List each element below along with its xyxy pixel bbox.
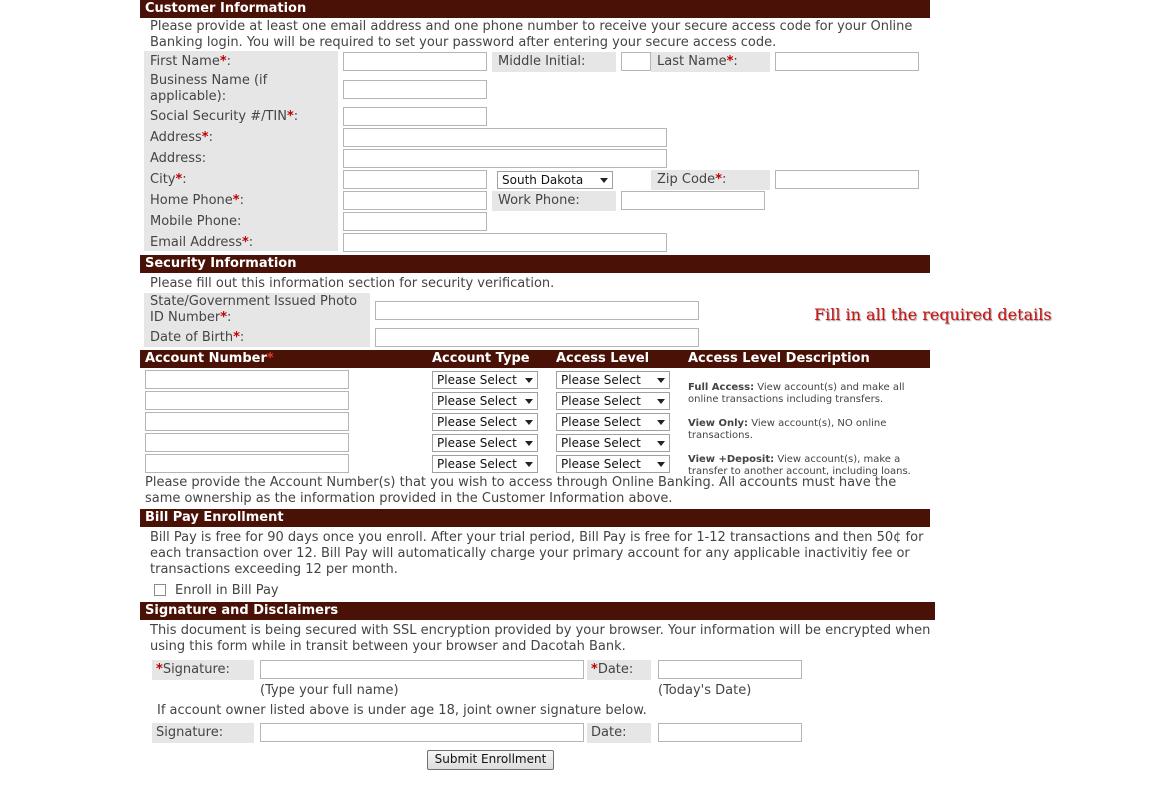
select-value: Please Select xyxy=(437,436,517,450)
email-label: Email Address*: xyxy=(150,235,254,250)
home-phone-input[interactable] xyxy=(343,191,487,210)
chevron-down-icon xyxy=(525,378,533,383)
signature-header: Signature and Disclaimers xyxy=(140,602,935,620)
zip-input[interactable] xyxy=(775,170,919,189)
customer-info-header xyxy=(140,0,930,18)
city-input[interactable] xyxy=(343,170,487,189)
view-only-desc: View Only: View account(s), NO online transactions. xyxy=(688,418,887,441)
annotation-note: Fill in all the required details xyxy=(814,305,1052,324)
first-name-input[interactable] xyxy=(343,52,487,71)
account-number-input[interactable] xyxy=(145,454,349,473)
access-level-select[interactable] xyxy=(556,434,670,452)
account-number-input[interactable] xyxy=(145,433,349,452)
account-type-header: Account Type xyxy=(432,351,530,366)
account-type-select[interactable] xyxy=(432,413,538,431)
account-number-header: Account Number* xyxy=(145,351,274,366)
customer-intro: Please provide at least one email address and one phone number to receive your secure access code for your Online Banking login. You will be required to set your password after entering your secure access code. xyxy=(150,19,913,50)
select-value: Please Select xyxy=(561,436,641,450)
joint-signature-input[interactable] xyxy=(260,723,584,742)
dob-input[interactable] xyxy=(375,328,699,347)
account-type-select[interactable] xyxy=(432,392,538,410)
chevron-down-icon xyxy=(525,399,533,404)
city-label: City*: xyxy=(150,172,187,187)
zip-label: Zip Code*: xyxy=(651,170,770,190)
access-level-select[interactable] xyxy=(556,413,670,431)
address1-input[interactable] xyxy=(343,128,667,147)
access-level-select[interactable] xyxy=(556,371,670,389)
account-number-input[interactable] xyxy=(145,412,349,431)
date-label: *Date: xyxy=(587,660,651,680)
photo-id-label: State/Government Issued Photo ID Number*: xyxy=(150,294,358,325)
enroll-billpay-label: Enroll in Bill Pay xyxy=(175,583,279,598)
chevron-down-icon xyxy=(657,378,665,383)
chevron-down-icon xyxy=(525,420,533,425)
chevron-down-icon xyxy=(657,420,665,425)
mobile-phone-label: Mobile Phone: xyxy=(150,214,242,229)
signature-text: This document is being secured with SSL encryption provided by your browser. Your information will be encrypted when using this form while in transit between your browser and Dacotah Bank. xyxy=(150,623,931,654)
last-name-label: Last Name*: xyxy=(651,52,770,72)
last-name-input[interactable] xyxy=(775,52,919,71)
chevron-down-icon xyxy=(600,178,608,183)
signature-label: *Signature: xyxy=(152,660,254,680)
security-intro: Please fill out this information section for security verification. xyxy=(150,276,555,291)
first-name-label: First Name*: xyxy=(150,54,232,69)
select-value: Please Select xyxy=(437,394,517,408)
full-access-desc: Full Access: View account(s) and make all online transactions including transfers. xyxy=(688,382,905,405)
middle-initial-label: Middle Initial: xyxy=(492,52,616,72)
address1-label: Address*: xyxy=(150,130,213,145)
access-level-select[interactable] xyxy=(556,392,670,410)
account-type-select[interactable] xyxy=(432,371,538,389)
joint-signature-label: Signature: xyxy=(152,723,254,743)
business-name-input[interactable] xyxy=(343,80,487,99)
chevron-down-icon xyxy=(525,441,533,446)
enroll-billpay-checkbox[interactable] xyxy=(154,584,166,596)
signature-input[interactable] xyxy=(260,660,584,679)
select-value: Please Select xyxy=(437,373,517,387)
submit-enrollment-button[interactable]: Submit Enrollment xyxy=(427,750,554,770)
joint-date-input[interactable] xyxy=(658,723,802,742)
home-phone-label: Home Phone*: xyxy=(150,193,244,208)
state-select[interactable]: South Dakota xyxy=(497,171,613,189)
account-type-select[interactable] xyxy=(432,455,538,473)
type-full-name-hint: (Type your full name) xyxy=(260,683,399,698)
security-info-header: Security Information xyxy=(140,255,930,273)
mobile-phone-input[interactable] xyxy=(343,212,487,231)
billpay-text: Bill Pay is free for 90 days once you enroll. After your trial period, Bill Pay is free for 1-12 transactions and then 50¢ for each transaction over 12. Bill Pay will automatically charge your primary account for any applicable inactivitiy fee or transactions exceeding 12 per month. xyxy=(150,530,924,577)
chevron-down-icon xyxy=(657,441,665,446)
view-deposit-desc: View +Deposit: View account(s), make a transfer to another account, including loans. xyxy=(688,454,911,477)
select-value: Please Select xyxy=(561,394,641,408)
select-value: Please Select xyxy=(561,415,641,429)
email-input[interactable] xyxy=(343,233,667,252)
accounts-note: Please provide the Account Number(s) that you wish to access through Online Banking. All accounts must have the same ownership as the information provided in the Customer Information above. xyxy=(145,475,897,506)
minor-note: If account owner listed above is under age 18, joint owner signature below. xyxy=(157,703,647,718)
access-level-desc-header: Access Level Description xyxy=(688,351,870,366)
select-value: Please Select xyxy=(437,415,517,429)
access-level-header: Access Level xyxy=(556,351,650,366)
account-number-input[interactable] xyxy=(145,391,349,410)
ssn-input[interactable] xyxy=(343,107,487,126)
address2-label: Address: xyxy=(150,151,207,166)
todays-date-hint: (Today's Date) xyxy=(658,683,752,698)
billpay-header: Bill Pay Enrollment xyxy=(140,509,930,527)
address2-input[interactable] xyxy=(343,149,667,168)
select-value: Please Select xyxy=(437,457,517,471)
chevron-down-icon xyxy=(657,399,665,404)
joint-date-label: Date: xyxy=(587,723,651,743)
ssn-label: Social Security #/TIN*: xyxy=(150,109,299,124)
account-number-input[interactable] xyxy=(145,370,349,389)
middle-initial-input[interactable] xyxy=(621,52,651,71)
chevron-down-icon xyxy=(525,462,533,467)
business-name-label: Business Name (if applicable): xyxy=(150,73,268,104)
photo-id-input[interactable] xyxy=(375,301,699,320)
dob-label: Date of Birth*: xyxy=(150,330,245,345)
chevron-down-icon xyxy=(657,462,665,467)
customer-info-title: Customer Information xyxy=(145,1,307,16)
access-level-select[interactable] xyxy=(556,455,670,473)
account-type-select[interactable] xyxy=(432,434,538,452)
date-input[interactable] xyxy=(658,660,802,679)
select-value: Please Select xyxy=(561,373,641,387)
work-phone-input[interactable] xyxy=(621,191,765,210)
work-phone-label: Work Phone: xyxy=(492,191,616,211)
select-value: Please Select xyxy=(561,457,641,471)
